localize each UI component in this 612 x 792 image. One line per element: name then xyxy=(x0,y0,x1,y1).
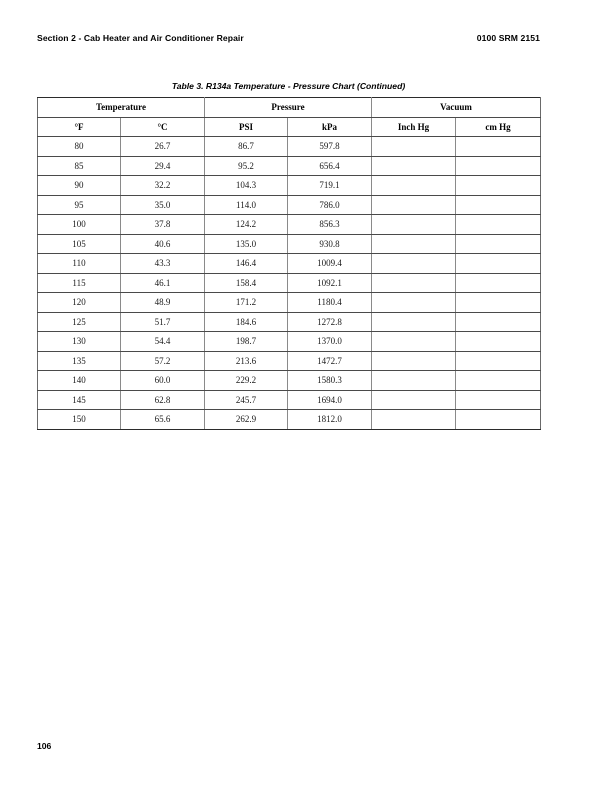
table-cell: 26.7 xyxy=(121,137,205,157)
table-row xyxy=(38,215,541,235)
table-cell-vacuum xyxy=(372,273,456,293)
table-cell: 1180.4 xyxy=(288,293,372,313)
table-cell-vacuum xyxy=(456,410,541,430)
table-cell-vacuum xyxy=(372,332,456,352)
table-cell: 65.6 xyxy=(121,410,205,430)
table-cell-vacuum xyxy=(456,215,541,235)
table-cell: 135 xyxy=(38,351,121,371)
table-row xyxy=(38,351,541,371)
table-cell: 32.2 xyxy=(121,176,205,196)
table-row xyxy=(38,390,541,410)
table-cell: 171.2 xyxy=(205,293,288,313)
table-cell: 125 xyxy=(38,312,121,332)
table-cell: 54.4 xyxy=(121,332,205,352)
table-row xyxy=(38,332,541,352)
table-cell: 719.1 xyxy=(288,176,372,196)
table-caption: Table 3. R134a Temperature - Pressure Chart (Continued) xyxy=(171,81,406,91)
table-cell: 114.0 xyxy=(205,195,288,215)
table-cell: 90 xyxy=(38,176,121,196)
table-cell: 51.7 xyxy=(121,312,205,332)
table-row xyxy=(38,195,541,215)
table-cell: 80 xyxy=(38,137,121,157)
table-cell: 124.2 xyxy=(205,215,288,235)
table-cell: 100 xyxy=(38,215,121,235)
table-cell-vacuum xyxy=(456,254,541,274)
page-running-head xyxy=(37,33,540,43)
table-cell: 1009.4 xyxy=(288,254,372,274)
table-cell-vacuum xyxy=(372,371,456,391)
table-column-header: Inch Hg xyxy=(372,117,456,137)
table-cell-vacuum xyxy=(372,137,456,157)
table-cell-vacuum xyxy=(372,390,456,410)
table-cell: 60.0 xyxy=(121,371,205,391)
table-row xyxy=(38,176,541,196)
table-cell: 62.8 xyxy=(121,390,205,410)
section-title: Section 2 - Cab Heater and Air Conditioner Repair xyxy=(37,33,244,43)
page-number: 106 xyxy=(37,741,52,751)
table-cell: 135.0 xyxy=(205,234,288,254)
table-head xyxy=(38,98,541,137)
table-cell: 213.6 xyxy=(205,351,288,371)
temperature-pressure-table xyxy=(37,97,541,430)
table-row xyxy=(38,156,541,176)
table-cell-vacuum xyxy=(372,156,456,176)
table-cell: 198.7 xyxy=(205,332,288,352)
table-cell: 184.6 xyxy=(205,312,288,332)
table-row xyxy=(38,234,541,254)
table-cell: 86.7 xyxy=(205,137,288,157)
table-body xyxy=(38,137,541,430)
table-cell: 140 xyxy=(38,371,121,391)
table-cell-vacuum xyxy=(372,234,456,254)
table-cell: 1694.0 xyxy=(288,390,372,410)
table-cell: 145 xyxy=(38,390,121,410)
table-cell: 95 xyxy=(38,195,121,215)
table-cell-vacuum xyxy=(456,176,541,196)
table-cell: 146.4 xyxy=(205,254,288,274)
table-cell-vacuum xyxy=(372,410,456,430)
table-cell-vacuum xyxy=(456,312,541,332)
table-cell: 1472.7 xyxy=(288,351,372,371)
table-cell-vacuum xyxy=(372,195,456,215)
table-cell: 43.3 xyxy=(121,254,205,274)
table-cell: 37.8 xyxy=(121,215,205,235)
table-column-header-row xyxy=(38,117,541,137)
table-column-header: °F xyxy=(38,117,121,137)
table-cell: 786.0 xyxy=(288,195,372,215)
table-group-header: Vacuum xyxy=(372,98,541,118)
table-cell: 597.8 xyxy=(288,137,372,157)
table-cell-vacuum xyxy=(456,351,541,371)
document-reference: 0100 SRM 2151 xyxy=(476,33,540,43)
table-cell: 150 xyxy=(38,410,121,430)
table-cell: 1580.3 xyxy=(288,371,372,391)
table-cell: 57.2 xyxy=(121,351,205,371)
table-cell: 46.1 xyxy=(121,273,205,293)
table-cell: 115 xyxy=(38,273,121,293)
table-cell-vacuum xyxy=(372,312,456,332)
table-column-header: cm Hg xyxy=(456,117,541,137)
table-cell: 110 xyxy=(38,254,121,274)
table-cell: 48.9 xyxy=(121,293,205,313)
table-cell: 656.4 xyxy=(288,156,372,176)
table-cell-vacuum xyxy=(372,176,456,196)
table-row xyxy=(38,254,541,274)
table-cell: 229.2 xyxy=(205,371,288,391)
table-cell: 85 xyxy=(38,156,121,176)
table-row xyxy=(38,273,541,293)
table-cell: 104.3 xyxy=(205,176,288,196)
table-cell-vacuum xyxy=(456,371,541,391)
table-column-header: kPa xyxy=(288,117,372,137)
table-cell-vacuum xyxy=(456,293,541,313)
table-cell: 120 xyxy=(38,293,121,313)
table-cell-vacuum xyxy=(372,254,456,274)
table-cell-vacuum xyxy=(372,215,456,235)
table-group-header-row xyxy=(38,98,541,118)
table-cell: 856.3 xyxy=(288,215,372,235)
table-group-header: Pressure xyxy=(205,98,372,118)
table-cell-vacuum xyxy=(456,137,541,157)
table-cell: 1370.0 xyxy=(288,332,372,352)
table-row xyxy=(38,137,541,157)
table-column-header: °C xyxy=(121,117,205,137)
table-cell: 1272.8 xyxy=(288,312,372,332)
table-cell: 245.7 xyxy=(205,390,288,410)
table-row xyxy=(38,371,541,391)
table-cell-vacuum xyxy=(456,332,541,352)
table-column-header: PSI xyxy=(205,117,288,137)
table-row xyxy=(38,312,541,332)
table-container xyxy=(37,97,540,430)
table-cell: 29.4 xyxy=(121,156,205,176)
table-row xyxy=(38,293,541,313)
table-cell: 262.9 xyxy=(205,410,288,430)
table-cell-vacuum xyxy=(456,390,541,410)
table-cell: 1092.1 xyxy=(288,273,372,293)
table-cell: 930.8 xyxy=(288,234,372,254)
table-cell: 105 xyxy=(38,234,121,254)
table-cell-vacuum xyxy=(456,234,541,254)
table-row xyxy=(38,410,541,430)
table-cell-vacuum xyxy=(456,273,541,293)
table-cell-vacuum xyxy=(372,293,456,313)
table-cell: 158.4 xyxy=(205,273,288,293)
table-cell: 1812.0 xyxy=(288,410,372,430)
table-cell: 95.2 xyxy=(205,156,288,176)
table-cell-vacuum xyxy=(456,156,541,176)
table-cell: 35.0 xyxy=(121,195,205,215)
table-group-header: Temperature xyxy=(38,98,205,118)
table-cell: 40.6 xyxy=(121,234,205,254)
table-cell: 130 xyxy=(38,332,121,352)
table-cell-vacuum xyxy=(456,195,541,215)
table-cell-vacuum xyxy=(372,351,456,371)
